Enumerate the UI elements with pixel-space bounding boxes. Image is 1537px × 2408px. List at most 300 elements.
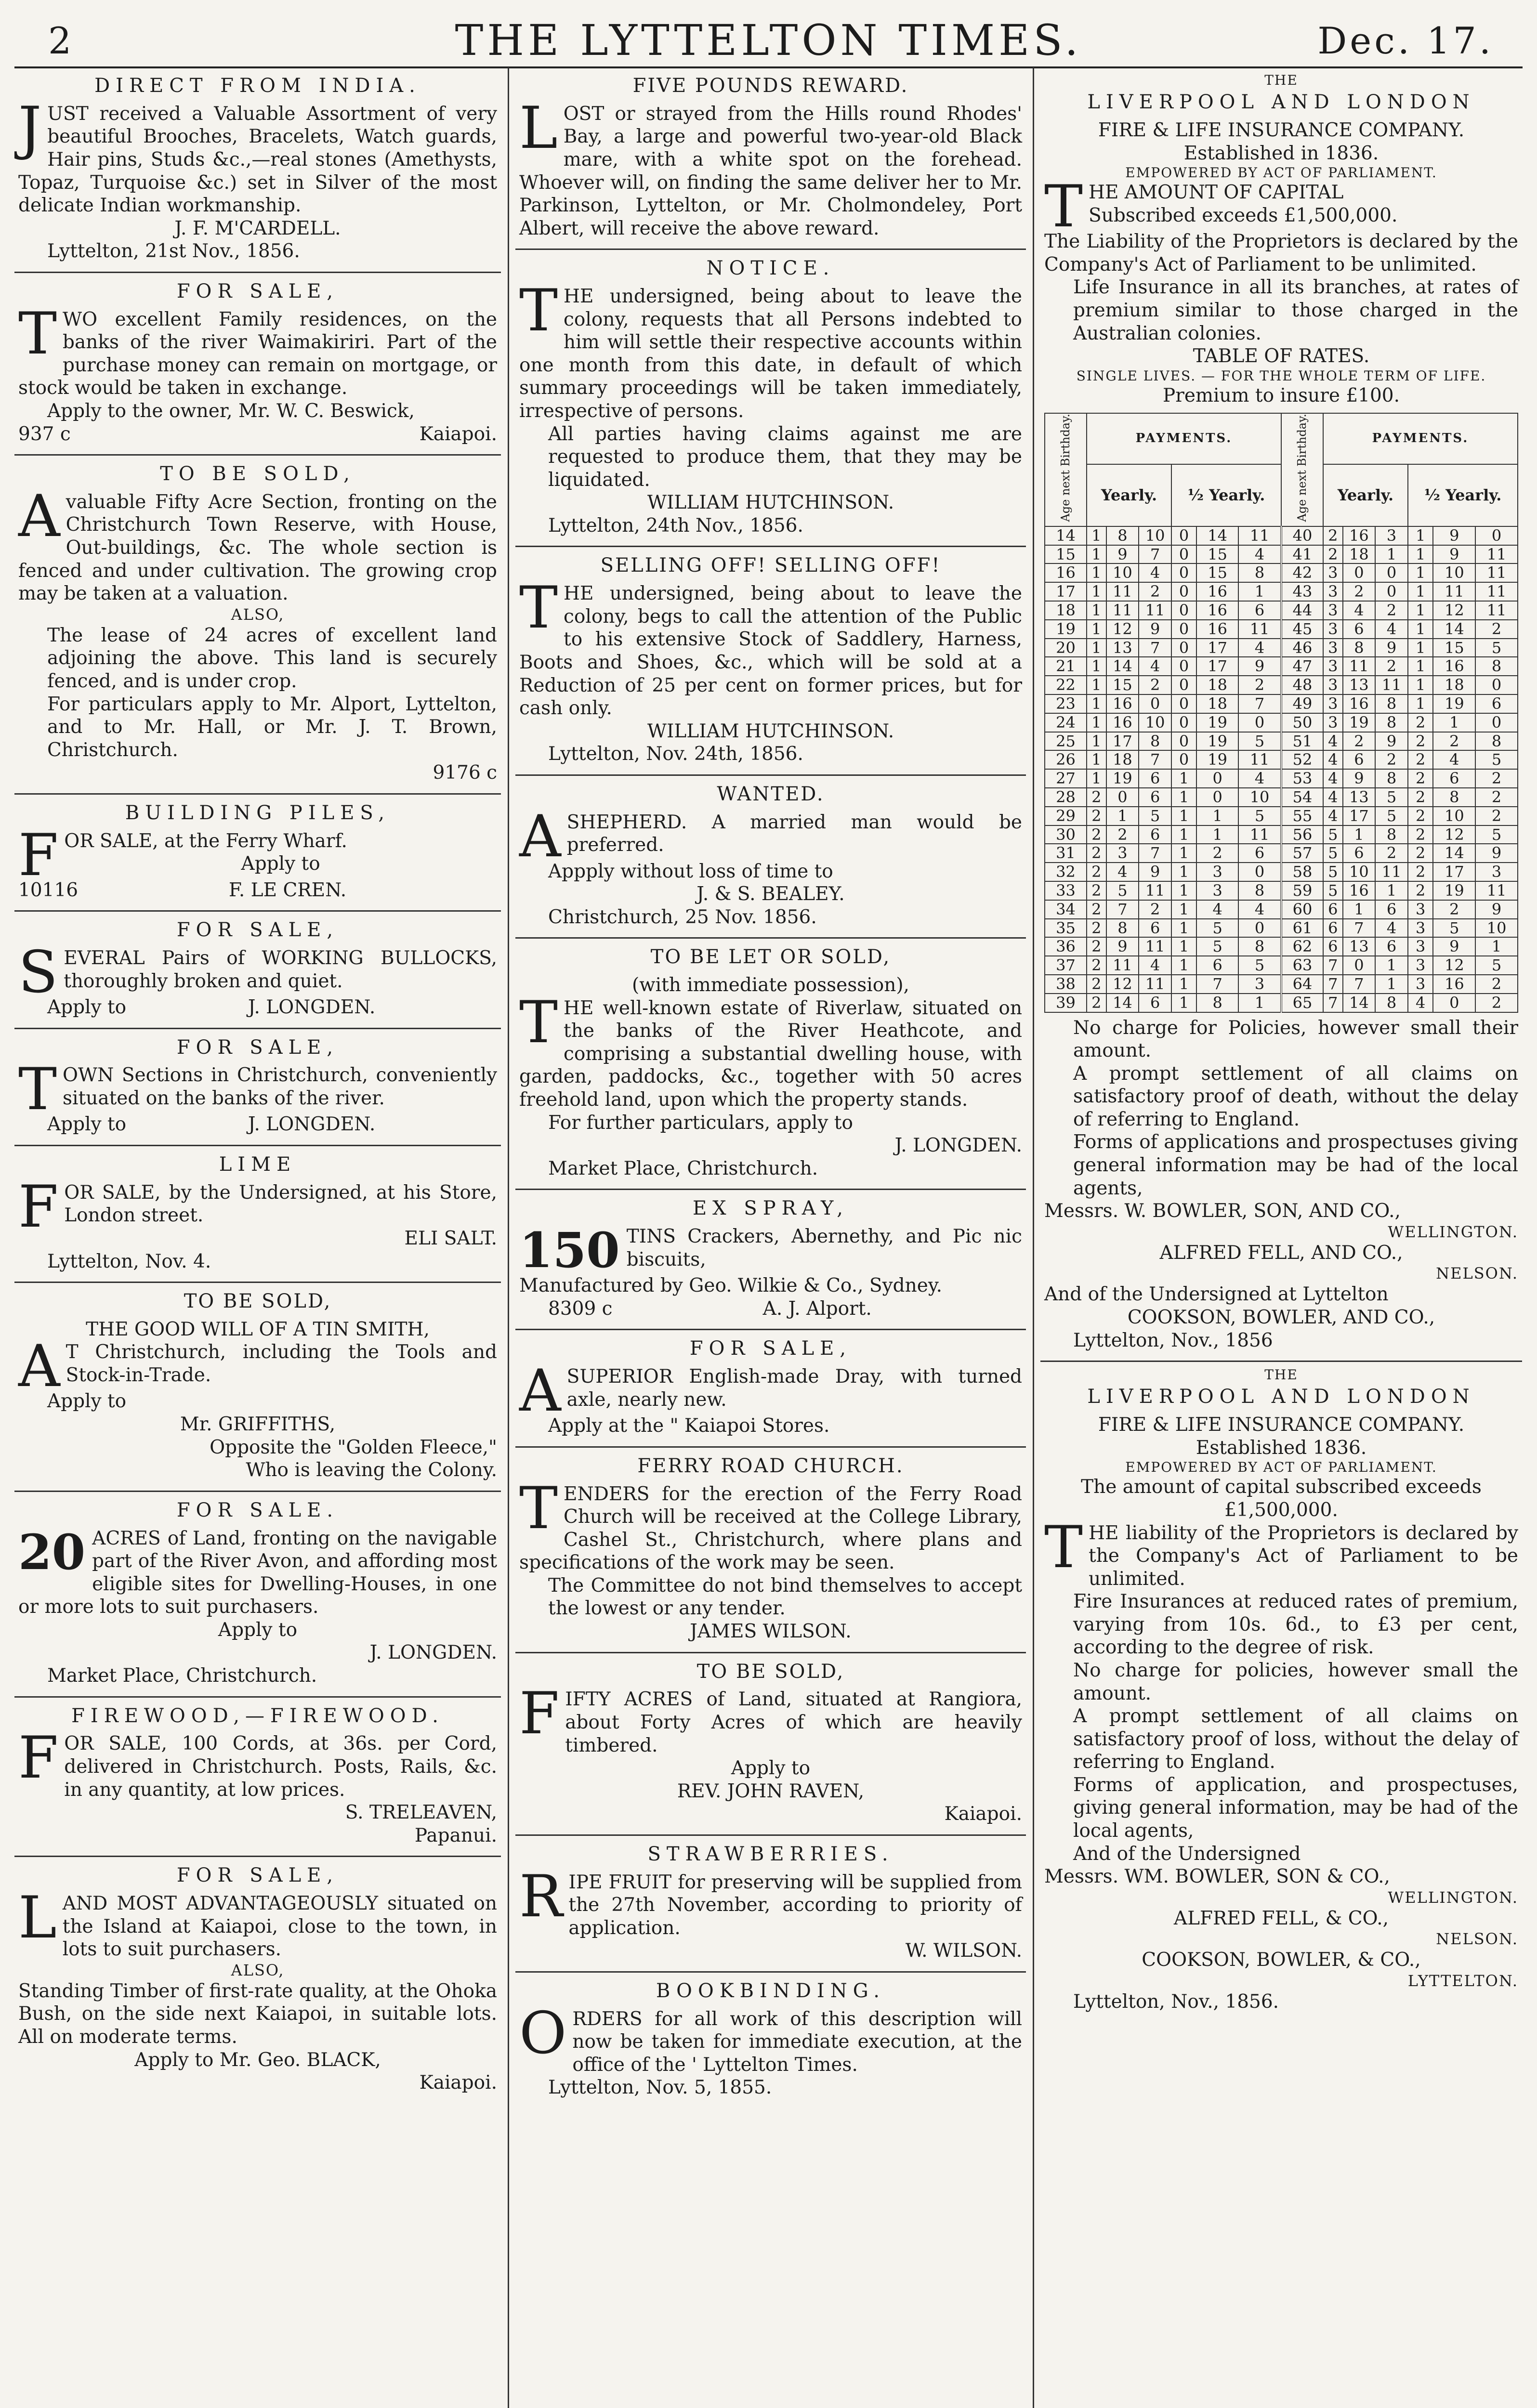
rates-cell: 6	[1139, 919, 1171, 938]
rates-cell: 4	[1408, 994, 1433, 1012]
rates-cell: 19	[1433, 881, 1475, 900]
ad-body: OR SALE, by the Undersigned, at his Store, London street.	[64, 1181, 497, 1227]
rates-cell: 13	[1106, 639, 1139, 657]
rates-cell: 10	[1433, 563, 1475, 582]
rates-cell: 1	[1171, 937, 1196, 956]
rates-cell: 8	[1375, 694, 1408, 713]
rates-cell: 8	[1343, 639, 1376, 657]
rates-cell: 6	[1323, 937, 1343, 956]
rates-age-cell: 63	[1281, 956, 1323, 975]
rates-cell: 0	[1343, 563, 1376, 582]
rates-cell: 18	[1106, 750, 1139, 769]
rates-age-cell: 20	[1045, 639, 1087, 657]
rates-row	[1045, 937, 1518, 956]
rates-cell: 0	[1196, 788, 1238, 807]
rates-cell: 2	[1433, 900, 1475, 919]
column-1	[14, 67, 501, 2408]
ad-selling-off	[515, 547, 1026, 775]
rates-age-cell: 17	[1045, 582, 1087, 601]
rates-cell: 2	[1408, 881, 1433, 900]
ad-dateline: Christchurch, 25 Nov. 1856.	[548, 906, 817, 928]
ad-heading: LIME	[219, 1153, 297, 1176]
rates-cell: 1	[1087, 526, 1106, 545]
drop-cap: F	[18, 822, 59, 889]
ad-body: OST or strayed from the Hills round Rhodes' Bay, a large and powerful two-year-old Black mare, with a white spot on the forehead. Whoever will, on finding the same deliver her to Mr. Parkinson, Lyttelton, or Mr. Cholmondeley, Port Albert, will receive the above reward.	[519, 103, 1022, 239]
ad-wanted	[515, 776, 1026, 939]
ad-signer: WILLIAM HUTCHINSON.	[647, 492, 894, 514]
ad-ref: 10116	[18, 879, 79, 901]
rates-cell: 2	[1196, 844, 1238, 863]
rates-cell: 2	[1087, 975, 1106, 994]
ad-body: IFTY ACRES of Land, situated at Rangiora, about Forty Acres of which are heavily timbered.	[565, 1688, 1022, 1756]
rates-age-cell: 53	[1281, 769, 1323, 788]
drop-cap: A	[519, 803, 561, 870]
rates-age-cell: 47	[1281, 657, 1323, 676]
rates-cell: 0	[1171, 750, 1196, 769]
rates-cell: 1	[1171, 975, 1196, 994]
ad-body: All parties having claims against me are requested to produce them, that they may be liquidated.	[548, 423, 1022, 491]
rates-cell: 3	[1323, 582, 1343, 601]
rates-cell: 19	[1196, 750, 1238, 769]
rates-cell: 1	[1087, 713, 1106, 732]
ad-heading: TO BE SOLD,	[184, 1290, 332, 1313]
rates-cell: 16	[1433, 657, 1475, 676]
ad-body: Manufactured by Geo. Wilkie & Co., Sydney.	[519, 1275, 943, 1297]
rates-cell: 3	[1408, 975, 1433, 994]
rates-cell: 5	[1238, 732, 1281, 751]
rates-cell: 9	[1139, 620, 1171, 639]
rates-cell: 1	[1375, 545, 1408, 564]
ad-heading: FERRY ROAD CHURCH.	[637, 1454, 904, 1477]
capital-line: HE AMOUNT OF CAPITAL	[1089, 182, 1344, 204]
page-date: Dec. 17.	[1317, 19, 1494, 62]
rates-age-cell: 64	[1281, 975, 1323, 994]
column-3	[1040, 67, 1522, 2408]
ad-dateline: Lyttelton, 21st Nov., 1856.	[47, 240, 300, 262]
ad-line: Who is leaving the Colony.	[246, 1459, 497, 1481]
ad-heading: FOR SALE,	[176, 919, 339, 942]
ad-body: WO excellent Family residences, on the banks of the river Waimakiriri. Part of the purchase money can remain on mortgage, or stock would be taken in exchange.	[18, 308, 497, 399]
rates-cell: 11	[1139, 881, 1171, 900]
large-number: 150	[519, 1222, 620, 1279]
ad-body: HE well-known estate of Riverlaw, situated on the banks of the River Heathcote, and comprising a substantial dwelling house, with garden, paddocks, &c., together with 50 acres freehold land, upon which the property stands.	[519, 997, 1022, 1111]
ad-apply: Apply to	[241, 853, 320, 875]
rates-cell: 1	[1171, 919, 1196, 938]
rates-age-cell: 38	[1045, 975, 1087, 994]
rates-cell: 3	[1323, 713, 1343, 732]
ad-signer: J. & S. BEALEY.	[696, 883, 845, 905]
rates-age-cell: 56	[1281, 825, 1323, 844]
ad-the: THE	[1264, 72, 1298, 88]
rates-cell: 1	[1196, 807, 1238, 825]
rates-cell: 6	[1433, 769, 1475, 788]
rates-cell: 2	[1475, 620, 1518, 639]
ad-body: No charge for policies, however small the amount.	[1073, 1660, 1518, 1704]
rates-cell: 11	[1475, 881, 1518, 900]
rates-cell: 4	[1433, 750, 1475, 769]
rates-cell: 8	[1196, 994, 1238, 1012]
rates-cell: 3	[1106, 844, 1139, 863]
rates-age-cell: 23	[1045, 694, 1087, 713]
rates-cell: 11	[1375, 676, 1408, 694]
rates-age-cell: 42	[1281, 563, 1323, 582]
ad-body: The Committee do not bind themselves to accept the lowest or any tender.	[548, 1574, 1022, 1620]
agent-place: WELLINGTON.	[1388, 1888, 1518, 1907]
rates-cell: 2	[1408, 788, 1433, 807]
ad-body: The lease of 24 acres of excellent land adjoining the above. This land is securely fenced, and is under crop.	[47, 624, 497, 692]
rates-row	[1045, 620, 1518, 639]
drop-cap: A	[18, 1333, 60, 1400]
rates-cell: 8	[1475, 657, 1518, 676]
rates-age-cell: 59	[1281, 881, 1323, 900]
rates-cell: 1	[1171, 825, 1196, 844]
rates-cell: 5	[1238, 956, 1281, 975]
rates-cell: 0	[1171, 526, 1196, 545]
rates-cell: 0	[1238, 863, 1281, 881]
rates-cell: 8	[1433, 788, 1475, 807]
rates-age-cell: 50	[1281, 713, 1323, 732]
drop-cap: T	[1044, 1514, 1083, 1581]
rates-cell: 1	[1087, 657, 1106, 676]
rates-cell: 1	[1238, 582, 1281, 601]
ad-subheading: FIRE & LIFE INSURANCE COMPANY.	[1098, 1414, 1465, 1436]
ad-heading: FOR SALE.	[176, 1499, 339, 1521]
drop-cap: F	[18, 1173, 59, 1241]
table-premium: Premium to insure £100.	[1163, 384, 1400, 406]
rates-row	[1045, 732, 1518, 751]
ad-heading: EX SPRAY,	[692, 1197, 849, 1220]
rates-cell: 9	[1475, 844, 1518, 863]
masthead	[14, 9, 1523, 68]
rates-cell: 19	[1196, 732, 1238, 751]
ad-rangiora	[515, 1653, 1026, 1836]
ad-signer: S. TRELEAVEN,	[345, 1802, 497, 1824]
rates-cell: 3	[1408, 956, 1433, 975]
rates-cell: 1	[1375, 956, 1408, 975]
rates-row	[1045, 545, 1518, 564]
rates-cell: 0	[1171, 563, 1196, 582]
rates-cell: 3	[1375, 526, 1408, 545]
rates-cell: 5	[1323, 825, 1343, 844]
rates-cell: 6	[1196, 956, 1238, 975]
rates-cell: 13	[1343, 676, 1376, 694]
ad-heading: FOR SALE,	[176, 280, 339, 302]
rates-age-cell: 27	[1045, 769, 1087, 788]
agent: Messrs. WM. BOWLER, SON & CO.,	[1044, 1866, 1390, 1888]
rates-row	[1045, 582, 1518, 601]
ad-signer: J. LONGDEN.	[248, 996, 376, 1019]
rates-cell: 2	[1087, 900, 1106, 919]
rates-cell: 14	[1106, 657, 1139, 676]
rates-age-cell: 24	[1045, 713, 1087, 732]
ad-apply: Apply to	[47, 996, 127, 1019]
yearly-header: Yearly.	[1323, 464, 1408, 526]
ad-signer: W. WILSON.	[905, 1940, 1022, 1962]
rates-cell: 2	[1375, 844, 1408, 863]
rates-cell: 7	[1323, 956, 1343, 975]
rates-cell: 8	[1375, 825, 1408, 844]
ad-heading: LIVERPOOL AND LONDON	[1087, 1386, 1475, 1408]
rates-cell: 4	[1375, 620, 1408, 639]
ad-apply: Apply to	[47, 1113, 127, 1136]
ad-dray	[515, 1330, 1026, 1447]
rates-row	[1045, 881, 1518, 900]
rates-row	[1045, 639, 1518, 657]
rates-cell: 6	[1375, 937, 1408, 956]
rates-cell: 11	[1238, 825, 1281, 844]
ad-signer: ELI SALT.	[404, 1227, 497, 1249]
rates-cell: 6	[1139, 994, 1171, 1012]
rates-cell: 6	[1139, 769, 1171, 788]
rates-cell: 1	[1171, 956, 1196, 975]
rates-cell: 1	[1408, 526, 1433, 545]
rates-age-cell: 34	[1045, 900, 1087, 919]
columns	[14, 67, 1523, 2408]
ad-bullocks	[14, 912, 501, 1029]
ad-established: Established in 1836.	[1183, 142, 1379, 164]
rates-cell: 4	[1323, 807, 1343, 825]
rates-cell: 11	[1106, 601, 1139, 620]
rates-cell: 1	[1171, 788, 1196, 807]
agent-place: NELSON.	[1436, 1264, 1518, 1283]
rates-cell: 13	[1343, 788, 1376, 807]
ad-dateline: Lyttelton, Nov. 4.	[47, 1250, 211, 1272]
ad-body: HE liability of the Proprietors is declared by the Company's Act of Parliament to be unlimited.	[1089, 1522, 1518, 1590]
rates-cell: 3	[1408, 919, 1433, 938]
rates-cell: 0	[1171, 582, 1196, 601]
rates-cell: 1	[1408, 694, 1433, 713]
rates-cell: 9	[1475, 900, 1518, 919]
agent-place: NELSON.	[1436, 1930, 1518, 1949]
ad-dateline: Lyttelton, Nov., 1856.	[1073, 1991, 1279, 2013]
rates-cell: 9	[1106, 937, 1139, 956]
rates-cell: 14	[1433, 844, 1475, 863]
rates-cell: 16	[1343, 694, 1376, 713]
rates-cell: 3	[1323, 620, 1343, 639]
rates-cell: 9	[1139, 863, 1171, 881]
rates-cell: 1	[1171, 863, 1196, 881]
ad-ex-spray	[515, 1190, 1026, 1330]
rates-cell: 5	[1139, 807, 1171, 825]
rates-cell: 19	[1433, 694, 1475, 713]
rates-row	[1045, 975, 1518, 994]
ad-body: AND MOST ADVANTAGEOUSLY situated on the Island at Kaiapoi, close to the town, in lots to suit purchasers.	[62, 1893, 497, 1961]
ad-india	[14, 67, 501, 273]
rates-cell: 2	[1087, 994, 1106, 1012]
ad-body: OWN Sections in Christchurch, conveniently situated on the banks of the river.	[63, 1064, 497, 1109]
ad-tinsmith	[14, 1283, 501, 1492]
ad-signer: J. LONGDEN.	[894, 1135, 1022, 1157]
ad-empowered: EMPOWERED BY ACT OF PARLIAMENT.	[1125, 1459, 1437, 1476]
rates-cell: 3	[1196, 881, 1238, 900]
ad-place: Kaiapoi.	[419, 2072, 497, 2094]
rates-cell: 5	[1323, 863, 1343, 881]
rates-cell: 7	[1106, 900, 1139, 919]
rates-cell: 2	[1139, 582, 1171, 601]
rates-cell: 4	[1323, 788, 1343, 807]
ad-signer: Mr. GRIFFITHS,	[180, 1413, 336, 1436]
rates-age-cell: 33	[1045, 881, 1087, 900]
rates-cell: 4	[1139, 563, 1171, 582]
rates-cell: 1	[1343, 825, 1376, 844]
ad-body: ENDERS for the erection of the Ferry Road Church will be received at the College Library, Cashel St., Christchurch, where plans and specifications of the work may be seen.	[519, 1483, 1022, 1574]
rates-cell: 0	[1475, 676, 1518, 694]
ad-apply: Apply to	[47, 1390, 127, 1413]
agent: Messrs. W. BOWLER, SON, AND CO.,	[1044, 1200, 1401, 1222]
ad-dateline: Lyttelton, Nov. 24th, 1856.	[548, 743, 803, 765]
rates-cell: 1	[1408, 639, 1433, 657]
capital-line: Subscribed exceeds £1,500,000.	[1089, 204, 1398, 226]
rates-row	[1045, 563, 1518, 582]
rates-cell: 2	[1323, 526, 1343, 545]
rates-cell: 0	[1375, 582, 1408, 601]
drop-cap: F	[18, 1725, 59, 1792]
rates-cell: 7	[1139, 750, 1171, 769]
ad-dateline: Market Place, Christchurch.	[47, 1665, 317, 1687]
rates-cell: 4	[1238, 769, 1281, 788]
drop-cap: R	[519, 1863, 563, 1930]
rates-age-cell: 36	[1045, 937, 1087, 956]
ad-ferry-church	[515, 1448, 1026, 1653]
rates-cell: 5	[1375, 788, 1408, 807]
drop-cap: T	[519, 277, 558, 345]
ad-dateline: Market Place, Christchurch.	[548, 1157, 818, 1179]
rates-cell: 1	[1171, 900, 1196, 919]
rates-cell: 11	[1475, 563, 1518, 582]
rates-cell: 14	[1106, 994, 1139, 1012]
rates-cell: 3	[1238, 975, 1281, 994]
ad-insurance-life	[1040, 67, 1522, 1362]
rates-cell: 0	[1171, 732, 1196, 751]
rates-cell: 8	[1238, 881, 1281, 900]
rates-age-cell: 14	[1045, 526, 1087, 545]
agent: ALFRED FELL, & CO.,	[1173, 1907, 1389, 1929]
ad-body: No charge for Policies, however small their amount.	[1073, 1017, 1518, 1062]
rates-cell: 19	[1343, 713, 1376, 732]
rates-cell: 1	[1238, 994, 1281, 1012]
rates-cell: 2	[1475, 994, 1518, 1012]
rates-row	[1045, 863, 1518, 881]
rates-cell: 18	[1433, 676, 1475, 694]
rates-cell: 9	[1375, 639, 1408, 657]
rates-cell: 10	[1238, 788, 1281, 807]
ad-ref: 8309 c	[548, 1297, 613, 1320]
ad-reward	[515, 67, 1026, 250]
rates-cell: 1	[1171, 881, 1196, 900]
ad-insurance-fire	[1040, 1362, 1522, 2022]
rates-cell: 6	[1375, 900, 1408, 919]
rates-cell: 6	[1343, 750, 1376, 769]
rates-cell: 5	[1196, 937, 1238, 956]
rates-cell: 13	[1343, 937, 1376, 956]
rates-cell: 9	[1433, 526, 1475, 545]
rates-cell: 1	[1087, 732, 1106, 751]
ad-heading: LIVERPOOL AND LONDON	[1087, 91, 1475, 114]
ad-bookbinding	[515, 1973, 1026, 2108]
ad-heading: FOR SALE,	[689, 1337, 852, 1360]
ad-amount: £1,500,000.	[1224, 1499, 1338, 1521]
ad-heading: WANTED.	[717, 783, 825, 805]
rates-cell: 16	[1196, 620, 1238, 639]
rates-cell: 19	[1106, 769, 1139, 788]
ad-body: A prompt settlement of all claims on satisfactory proof of loss, without the delay of referring to England.	[1073, 1705, 1518, 1773]
rates-cell: 1	[1375, 881, 1408, 900]
rates-age-cell: 51	[1281, 732, 1323, 751]
rates-cell: 1	[1408, 601, 1433, 620]
half-yearly-header: ½ Yearly.	[1171, 464, 1281, 526]
rates-row	[1045, 676, 1518, 694]
rates-cell: 12	[1433, 956, 1475, 975]
rates-cell: 1	[1087, 676, 1106, 694]
rates-cell: 11	[1139, 601, 1171, 620]
rates-cell: 17	[1433, 863, 1475, 881]
rates-cell: 4	[1238, 545, 1281, 564]
rates-cell: 6	[1139, 825, 1171, 844]
rates-cell: 2	[1408, 769, 1433, 788]
rates-cell: 1	[1408, 620, 1433, 639]
rates-cell: 0	[1475, 713, 1518, 732]
rates-cell: 1	[1171, 844, 1196, 863]
rates-cell: 2	[1475, 975, 1518, 994]
rates-cell: 11	[1139, 975, 1171, 994]
rates-cell: 12	[1433, 825, 1475, 844]
ad-body: A prompt settlement of all claims on satisfactory proof of death, without the delay of referring to England.	[1073, 1062, 1518, 1130]
rates-cell: 5	[1475, 825, 1518, 844]
rates-cell: 7	[1323, 994, 1343, 1012]
rates-cell: 8	[1475, 732, 1518, 751]
ad-place: Kaiapoi.	[419, 423, 497, 445]
rates-cell: 0	[1171, 639, 1196, 657]
rates-cell: 0	[1238, 919, 1281, 938]
ad-established: Established 1836.	[1195, 1437, 1367, 1459]
ad-apply: Apply to the owner, Mr. W. C. Beswick,	[47, 400, 415, 422]
ad-body: UST received a Valuable Assortment of very beautiful Brooches, Bracelets, Watch guards, Hair pins, Studs &c.,—real stones (Amethysts, Topaz, Turquoise &c.) set in Silver of the most delicate Indian workmanship.	[18, 103, 497, 217]
rates-cell: 11	[1475, 582, 1518, 601]
rates-age-cell: 44	[1281, 601, 1323, 620]
ad-apply: Apply to	[731, 1757, 811, 1780]
rates-cell: 1	[1106, 807, 1139, 825]
ad-firewood	[14, 1698, 501, 1858]
rates-cell: 3	[1408, 937, 1433, 956]
rates-cell: 2	[1408, 807, 1433, 825]
rates-row	[1045, 900, 1518, 919]
ad-body: The Liability of the Proprietors is declared by the Company's Act of Parliament to be unlimited.	[1044, 231, 1518, 275]
ad-town	[14, 1029, 501, 1146]
rates-row	[1045, 956, 1518, 975]
agent: ALFRED FELL, AND CO.,	[1159, 1242, 1403, 1264]
rates-cell: 3	[1323, 639, 1343, 657]
rates-cell: 5	[1475, 750, 1518, 769]
rates-cell: 17	[1196, 657, 1238, 676]
ad-signer: J. LONGDEN.	[369, 1642, 497, 1664]
rates-cell: 15	[1196, 563, 1238, 582]
rates-cell: 8	[1139, 732, 1171, 751]
ad-body: T Christchurch, including the Tools and Stock-in-Trade.	[66, 1341, 497, 1387]
ad-heading: STRAWBERRIES.	[647, 1843, 894, 1865]
rates-cell: 15	[1196, 545, 1238, 564]
rates-cell: 6	[1343, 844, 1376, 863]
ad-body: TINS Crackers, Abernethy, and Pic nic biscuits,	[626, 1226, 1022, 1270]
rates-cell: 1	[1171, 769, 1196, 788]
ad-acre-section	[14, 456, 501, 795]
rates-age-cell: 55	[1281, 807, 1323, 825]
rates-cell: 3	[1408, 900, 1433, 919]
rates-cell: 1	[1408, 582, 1433, 601]
ad-heading: SELLING OFF! SELLING OFF!	[600, 554, 941, 577]
rates-age-cell: 61	[1281, 919, 1323, 938]
rates-cell: 16	[1433, 975, 1475, 994]
rates-cell: 0	[1171, 601, 1196, 620]
